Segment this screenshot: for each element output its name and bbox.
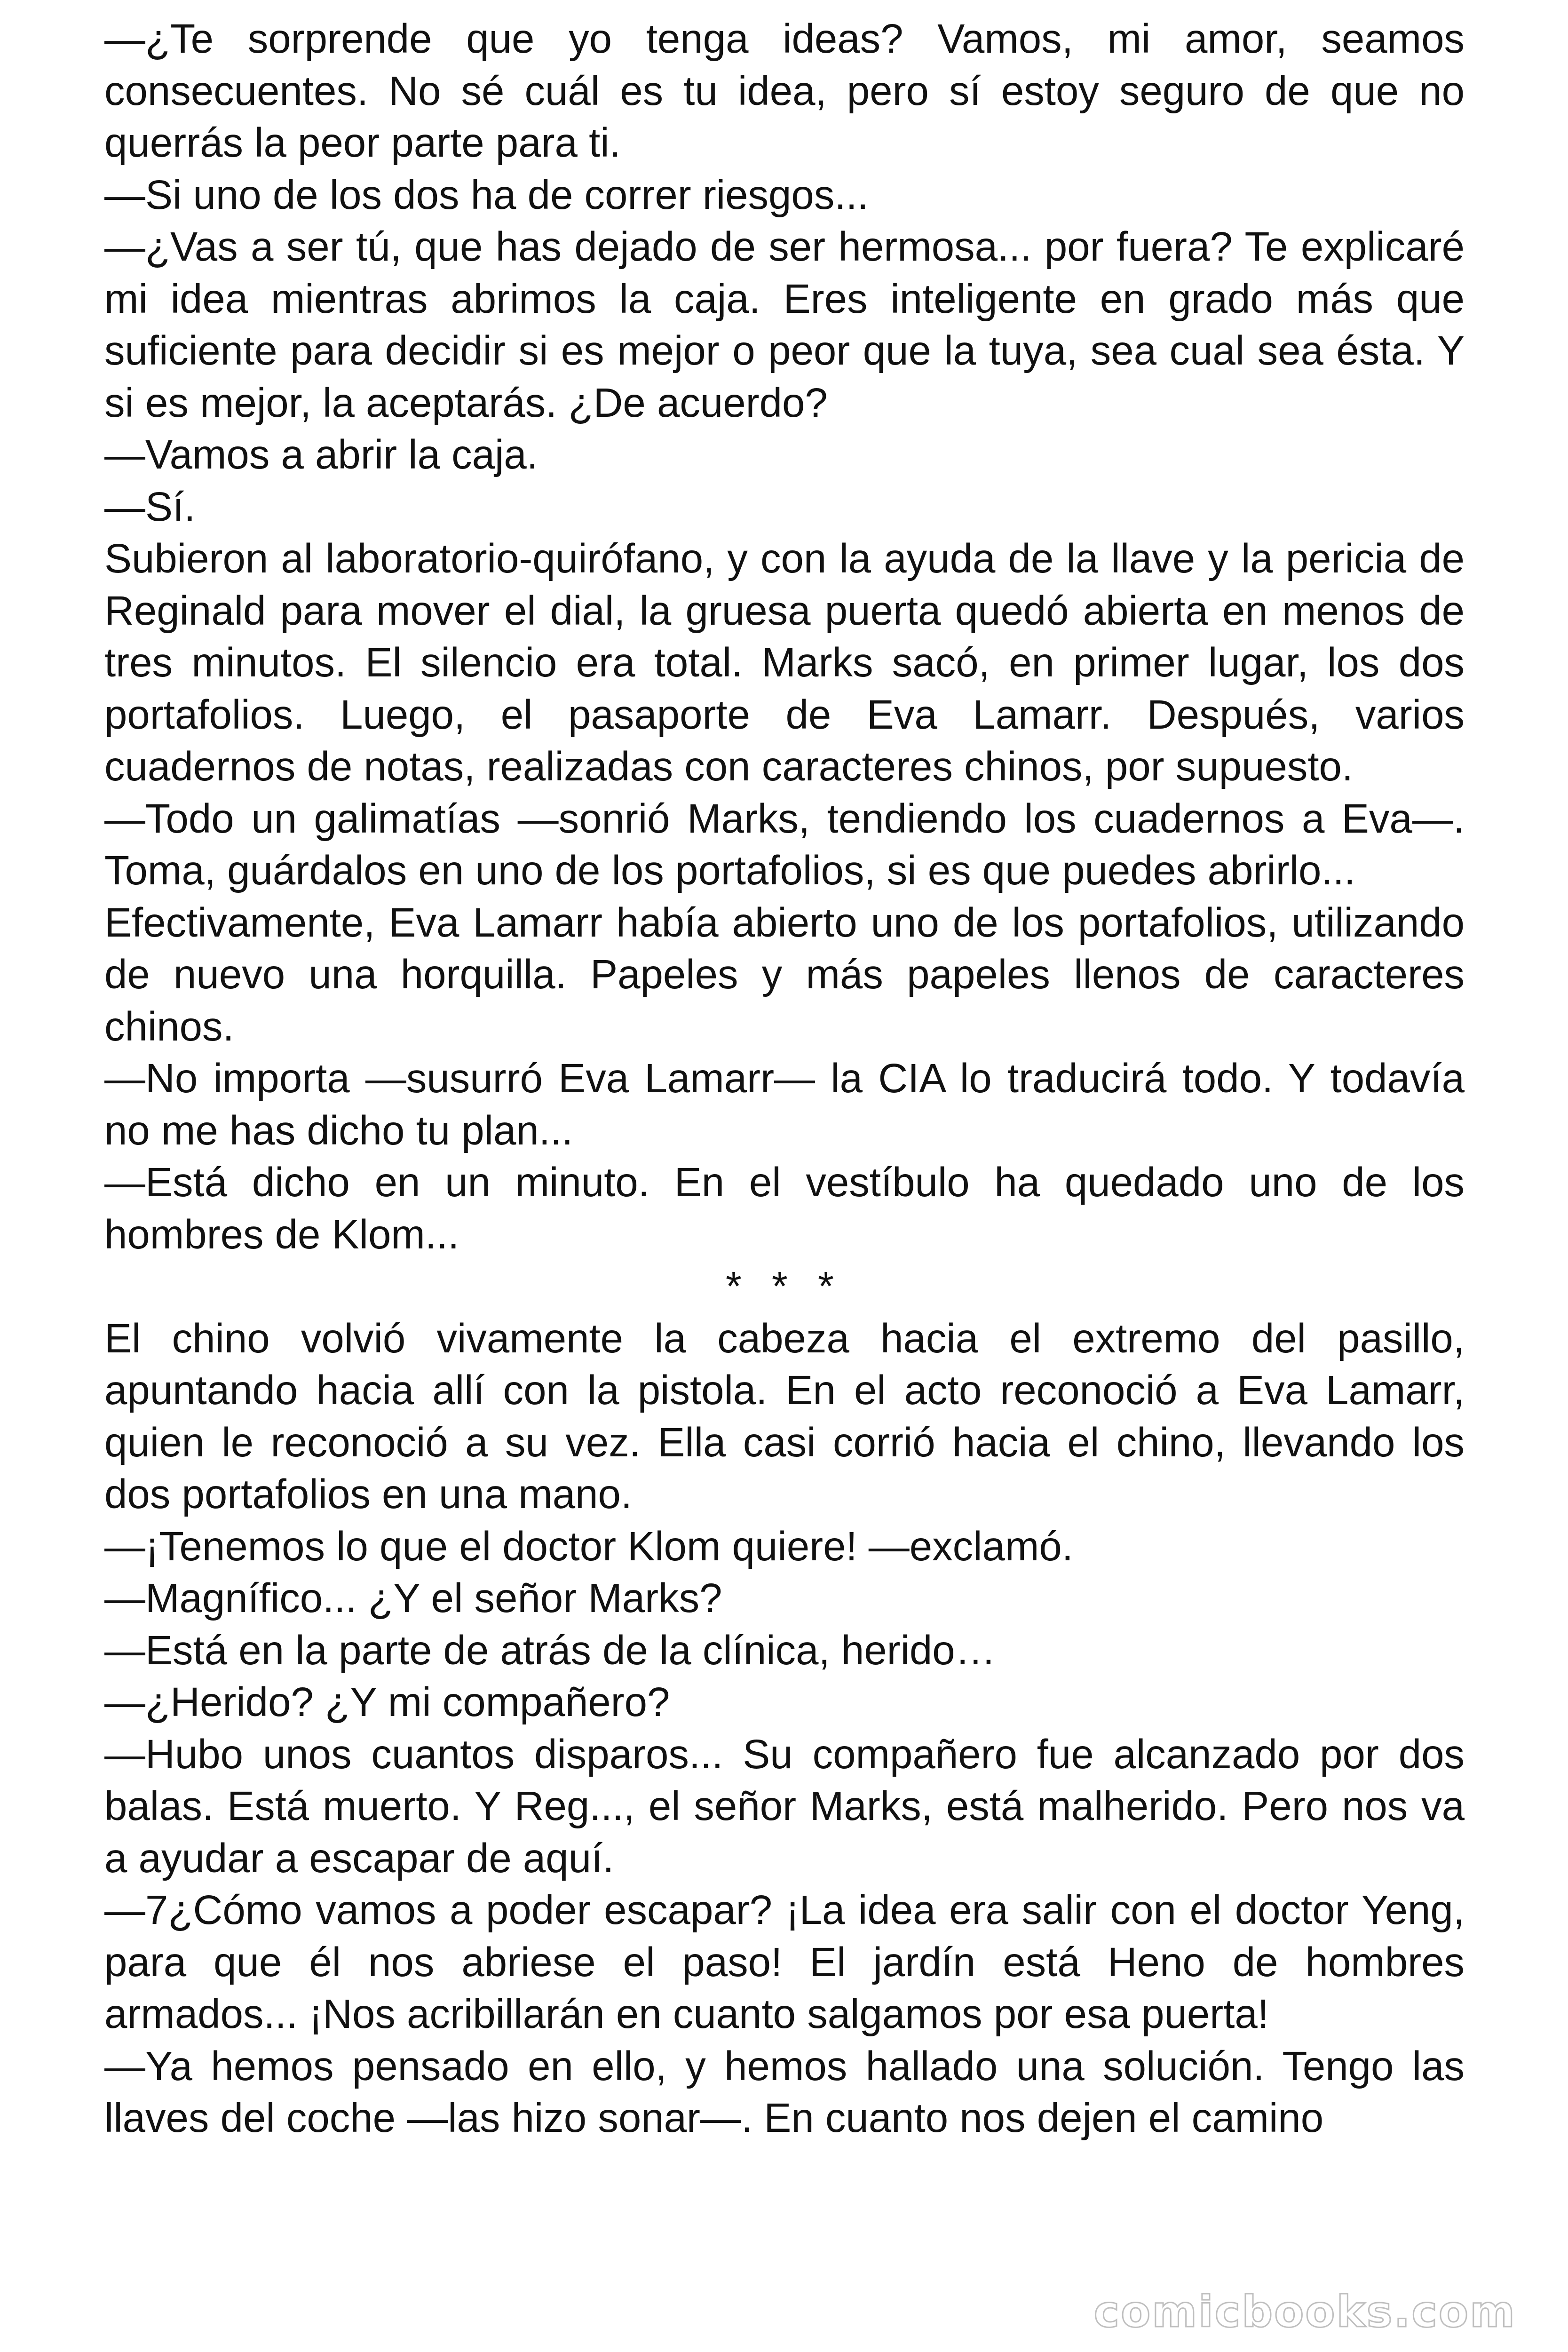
section-separator: * * * bbox=[726, 1263, 843, 1309]
watermark-logo: comicbooks.com bbox=[1093, 2287, 1516, 2337]
paragraph: —Hubo unos cuantos disparos... Su compañero fue alcanzado por dos balas. Está muerto. Y Reg..., el señor Marks, está malherido. Pero nos va a ayudar a escapar de aquí. bbox=[104, 1731, 1465, 1881]
paragraph: —Está dicho en un minuto. En el vestíbulo ha quedado uno de los hombres de Klom... bbox=[104, 1160, 1465, 1257]
paragraph: —Todo un galimatías —sonrió Marks, tendiendo los cuadernos a Eva—. Toma, guárdalos en uno de los portafolios, si es que puedes abrirlo... bbox=[104, 795, 1465, 893]
paragraph: —Ya hemos pensado en ello, y hemos hallado una solución. Tengo las llaves del coche —las hizo sonar—. En cuanto nos dejen el camino bbox=[104, 2043, 1465, 2141]
paragraph: —Si uno de los dos ha de correr riesgos... bbox=[104, 172, 869, 218]
paragraph: Efectivamente, Eva Lamarr había abierto uno de los portafolios, utilizando de nuevo una horquilla. Papeles y más papeles llenos de caracteres chinos. bbox=[104, 899, 1465, 1049]
paragraph: —¿Herido? ¿Y mi compañero? bbox=[104, 1679, 670, 1725]
paragraph: —Magnífico... ¿Y el señor Marks? bbox=[104, 1575, 722, 1621]
paragraph: —No importa —susurró Eva Lamarr— la CIA lo traducirá todo. Y todavía no me has dicho tu plan... bbox=[104, 1056, 1465, 1153]
paragraph: Subieron al laboratorio-quirófano, y con la ayuda de la llave y la pericia de Reginald para mover el dial, la gruesa puerta quedó abierta en menos de tres minutos. El silencio era total. Marks sacó, en primer lugar, los dos portafolios. Luego, el pasaporte de Eva Lamarr. Después, varios cuadernos de notas, realizadas con caracteres chinos, por supuesto. bbox=[104, 536, 1465, 789]
paragraph: —¿Vas a ser tú, que has dejado de ser hermosa... por fuera? Te explicaré mi idea mientras abrimos la caja. Eres inteligente en grado más que suficiente para decidir si es mejor o peor que la tuya, sea cual sea ésta. Y si es mejor, la aceptarás. ¿De acuerdo? bbox=[104, 224, 1465, 426]
paragraph: —Vamos a abrir la caja. bbox=[104, 432, 538, 477]
paragraph: —¿Te sorprende que yo tenga ideas? Vamos, mi amor, seamos consecuentes. No sé cuál es tu idea, pero sí estoy seguro de que no querrás la peor parte para ti. bbox=[104, 16, 1465, 166]
paragraph: —7¿Cómo vamos a poder escapar? ¡La idea era salir con el doctor Yeng, para que él nos abriese el paso! El jardín está Heno de hombres armados... ¡Nos acribillarán en cuanto salgamos por esa puerta! bbox=[104, 1887, 1465, 2037]
text-column bbox=[104, 13, 1465, 2145]
paragraph: —¡Tenemos lo que el doctor Klom quiere! —exclamó. bbox=[104, 1523, 1073, 1569]
paragraph: El chino volvió vivamente la cabeza hacia el extremo del pasillo, apuntando hacia allí con la pistola. En el acto reconoció a Eva Lamarr, quien le reconoció a su vez. Ella casi corrió hacia el chino, llevando los dos portafolios en una mano. bbox=[104, 1315, 1465, 1517]
paragraph: —Sí. bbox=[104, 484, 196, 530]
paragraph: —Está en la parte de atrás de la clínica, herido… bbox=[104, 1627, 996, 1673]
